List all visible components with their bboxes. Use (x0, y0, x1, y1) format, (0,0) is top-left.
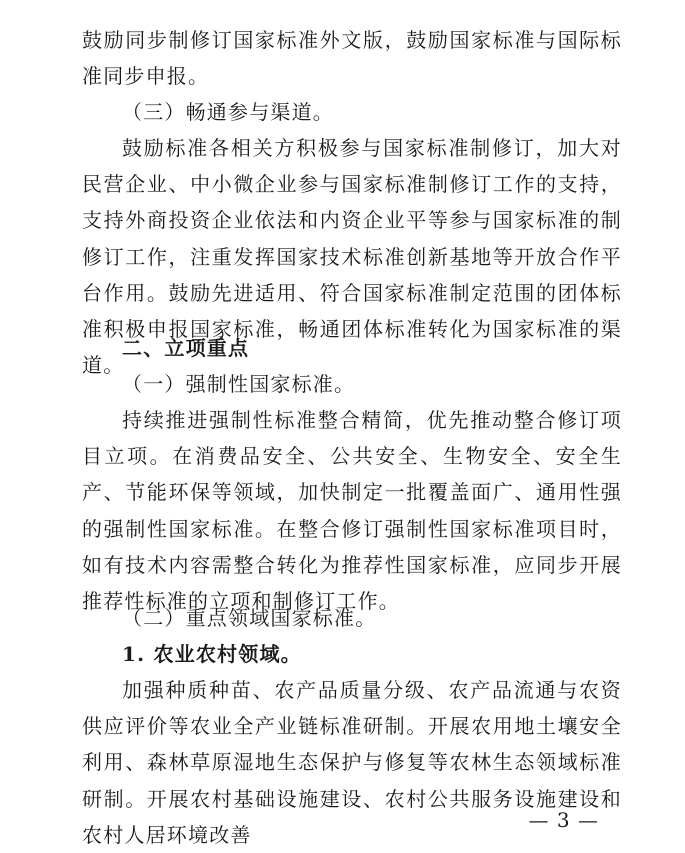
paragraph-participation: 鼓励标准各相关方积极参与国家标准制修订，加大对民营企业、中小微企业参与国家标准制修订工作的支持，支持外商投资企业依法和内资企业平等参与国家标准的制修订工作，注重发挥国家技术标准创新基地等开放合作平台作用。鼓励先进适用、符合国家标准制定范围的团体标准积极申报国家标准，畅通团体标准转化为国家标准的渠道。 (82, 136, 622, 378)
subheading-key-fields: （二）重点领域国家标准。 (122, 606, 377, 630)
section-heading-project-priorities: 二、立项重点 (122, 336, 250, 360)
paragraph-agriculture: 加强种质种苗、农产品质量分级、农产品流通与农资供应评价等农业全产业链标准研制。开展农用地土壤安全利用、森林草原湿地生态保护与修复等农林生态领域标准研制。开展农村基础设施建设、农村公共服务设施建设和农村人居环境改善 (82, 678, 622, 847)
item-heading-agriculture: 1. 农业农村领域。 (122, 642, 302, 666)
paragraph-mandatory-standards: 持续推进强制性标准整合精简，优先推动整合修订项目立项。在消费品安全、公共安全、生物安全、安全生产、节能环保等领域，加快制定一批覆盖面广、通用性强的强制性国家标准。在整合修订强制性国家标准项目时，如有技术内容需整合转化为推荐性国家标准，应同步开展推荐性标准的立项和制修订工作。 (82, 408, 622, 614)
subheading-three-channels: （三）畅通参与渠道。 (122, 100, 334, 124)
paragraph-continuation: 鼓励同步制修订国家标准外文版，鼓励国家标准与国际标准同步申报。 (82, 28, 622, 89)
page-number: — 3 — (528, 808, 599, 832)
subheading-mandatory-standards: （一）强制性国家标准。 (122, 372, 356, 396)
